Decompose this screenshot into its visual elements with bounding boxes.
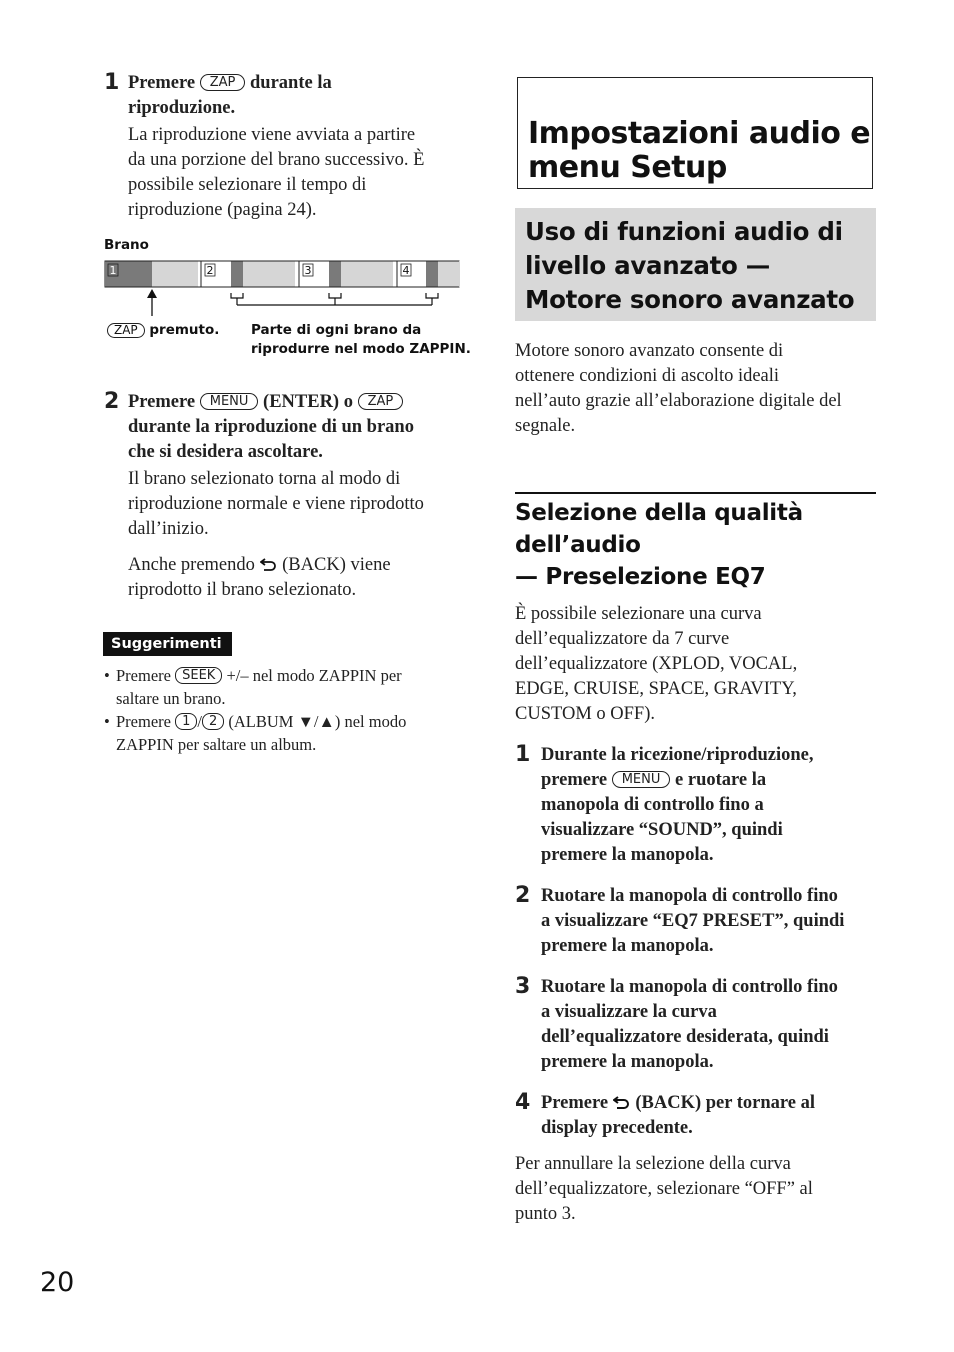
text-line: punto 3. (515, 1204, 576, 1224)
cancel-note (515, 1152, 875, 1227)
text-line: Ruotare la manopola di controllo fino (541, 977, 838, 997)
step-1-number: 1 (104, 70, 120, 95)
eq-step-1 (541, 743, 876, 868)
page-number: 20 (40, 1267, 75, 1298)
eq-step-1-number: 1 (515, 742, 531, 767)
eq-step-1-pre: premere (541, 770, 608, 790)
back-note-line2: riprodotto il brano selezionato. (128, 580, 357, 600)
heading-line: Motore sonoro avanzato (525, 285, 855, 314)
step-2-bold-line2: durante la riproduzione di un brano (128, 417, 414, 437)
eq-step-4 (541, 1091, 876, 1141)
eq-step-2 (541, 884, 876, 959)
label-line: Parte di ogni brano da (251, 322, 422, 338)
key-2: 2 (202, 713, 224, 730)
key-1: 1 (175, 713, 197, 730)
eq-step-1-post: e ruotare la (675, 770, 767, 790)
text-line: possibile selezionare il tempo di (128, 175, 367, 195)
zappin-part-brackets (231, 293, 438, 305)
tip-2-line2: ZAPPIN per saltare un album. (116, 735, 317, 754)
title-line: menu Setup (528, 150, 727, 185)
section-heading (525, 215, 854, 317)
title-line: Impostazioni audio e (528, 116, 871, 151)
eq-step-2-number: 2 (515, 883, 531, 908)
step-2-bold-mid: (ENTER) o (263, 392, 353, 412)
premuto-text: premuto. (149, 322, 220, 338)
text-line: premere la manopola. (541, 1052, 714, 1072)
eq-step-1-line3: manopola di controllo fino a (541, 795, 764, 815)
tips-label: Suggerimenti (103, 632, 232, 656)
zappin-part-label (251, 321, 481, 359)
text-line: nell’auto grazie all’elaborazione digitale del (515, 391, 842, 411)
tip-2-post: (ALBUM ▼/▲) nel modo (228, 712, 407, 731)
tip-2-sep: / (197, 712, 202, 731)
eq-step-1-line5: premere la manopola. (541, 845, 714, 865)
heading-line: dell’audio (515, 532, 641, 558)
track-number-3: 3 (304, 264, 312, 277)
brano-label: Brano (104, 237, 149, 253)
text-line: da una porzione del brano successivo. È (128, 150, 425, 170)
track-number-2: 2 (206, 264, 214, 277)
eq-step-3 (541, 975, 876, 1075)
zap-key: ZAP (200, 74, 246, 91)
track-4-segment (426, 261, 438, 287)
tip-1-line2: saltare un brano. (116, 689, 226, 708)
tip-1 (104, 664, 464, 710)
text-line: dell’equalizzatore, selezionare “OFF” al (515, 1179, 813, 1199)
eq-step-4-post: (BACK) per tornare al (635, 1093, 816, 1113)
text-line: segnale. (515, 416, 576, 436)
heading-line: livello avanzato — (525, 251, 770, 280)
step-1-instruction (128, 71, 468, 121)
tip-2-pre: Premere (116, 712, 171, 731)
text-line: ottenere condizioni di ascolto ideali (515, 366, 780, 386)
eq-step-4-pre: Premere (541, 1093, 609, 1113)
menu-key: MENU (612, 771, 671, 788)
subsection-rule (515, 492, 876, 494)
seek-key: SEEK (175, 667, 222, 684)
text-line: Per annullare la selezione della curva (515, 1154, 791, 1174)
step-2-bold-line3: che si desidera ascoltare. (128, 442, 323, 462)
back-note-post: (BACK) viene (282, 555, 391, 575)
back-arrow-icon (613, 1095, 631, 1109)
step-2-instruction (128, 390, 473, 465)
menu-key: MENU (200, 393, 259, 410)
eq-step-4-line2: display precedente. (541, 1118, 693, 1138)
eq-step-3-number: 3 (515, 974, 531, 999)
tip-2 (104, 710, 464, 756)
text-line: a visualizzare la curva (541, 1002, 717, 1022)
eq-step-1-line4: visualizzare “SOUND”, quindi (541, 820, 783, 840)
tip-1-post: +/– nel modo ZAPPIN per (226, 666, 402, 685)
step-1-bold-post: durante la (250, 73, 332, 93)
heading-line: Selezione della qualità (515, 500, 803, 526)
track-2-segment (231, 261, 243, 287)
heading-line: — Preselezione EQ7 (515, 564, 766, 590)
step-2-bold-pre: Premere (128, 392, 196, 412)
back-note-pre: Anche premendo (128, 555, 255, 575)
text-line: È possibile selezionare una curva (515, 604, 762, 624)
text-line: CUSTOM o OFF). (515, 704, 655, 724)
text-line: riproduzione (pagina 24). (128, 200, 317, 220)
step-1-description (128, 123, 473, 223)
text-line: Motore sonoro avanzato consente di (515, 341, 784, 361)
zap-key: ZAP (358, 393, 404, 410)
zap-pressed-label (107, 321, 219, 340)
zap-key: ZAP (107, 323, 145, 338)
heading-line: Uso di funzioni audio di (525, 217, 843, 246)
text-line: La riproduzione viene avviata a partire (128, 125, 416, 145)
eq-step-1-line1: Durante la ricezione/riproduzione, (541, 745, 814, 765)
zappin-track-diagram (104, 258, 461, 316)
text-line: EDGE, CRUISE, SPACE, GRAVITY, (515, 679, 797, 699)
up-arrow-icon (147, 289, 157, 316)
text-line: dell’equalizzatore (XPLOD, VOCAL, (515, 654, 798, 674)
subsection-text (515, 602, 875, 727)
step-1-bold-line2: riproduzione. (128, 98, 236, 118)
track-number-4: 4 (402, 264, 410, 277)
text-line: dell’equalizzatore desiderata, quindi (541, 1027, 829, 1047)
step-1-bold-pre: Premere (128, 73, 196, 93)
text-line: Ruotare la manopola di controllo fino (541, 886, 838, 906)
back-arrow-icon (260, 557, 278, 571)
bullet: • (104, 666, 110, 685)
text-line: riproduzione normale e viene riprodotto (128, 494, 424, 514)
track-number-1: 1 (109, 264, 117, 277)
bullet: • (104, 712, 110, 731)
chapter-title (528, 117, 870, 185)
eq-step-4-number: 4 (515, 1090, 531, 1115)
subsection-heading (515, 497, 875, 593)
track-3-segment (329, 261, 341, 287)
step-2-back-note (128, 553, 473, 603)
text-line: premere la manopola. (541, 936, 714, 956)
chapter-title-box (517, 77, 873, 189)
text-line: Il brano selezionato torna al modo di (128, 469, 401, 489)
section-intro (515, 339, 875, 439)
text-line: a visualizzare “EQ7 PRESET”, quindi (541, 911, 845, 931)
step-2-description (128, 467, 473, 542)
step-2-number: 2 (104, 389, 120, 414)
text-line: dall’inizio. (128, 519, 209, 539)
text-line: dell’equalizzatore da 7 curve (515, 629, 730, 649)
section-heading-band (515, 208, 876, 321)
label-line: riprodurre nel modo ZAPPIN. (251, 341, 471, 357)
tip-1-pre: Premere (116, 666, 171, 685)
